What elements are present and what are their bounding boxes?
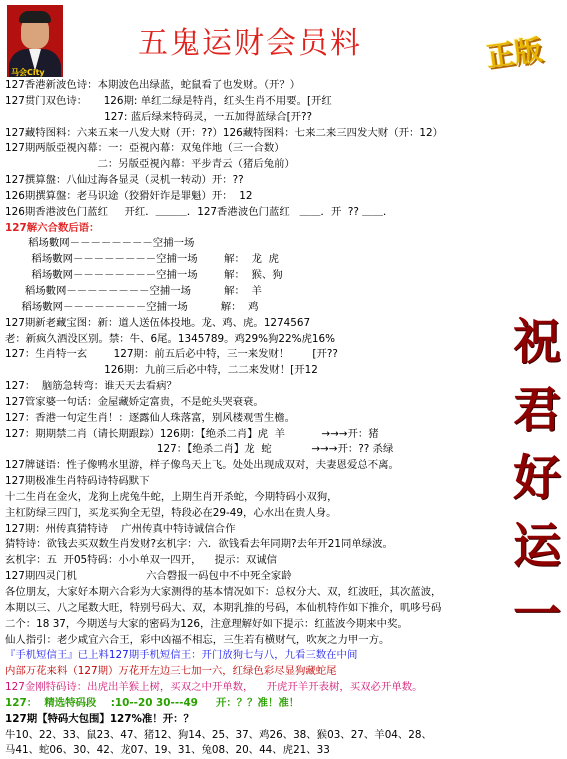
line-zodiac-mystery-127: 127：生肖特一玄 127期：前五后必中特，三一来发财！ [开?? xyxy=(5,348,338,361)
line-accurate-poem-title: 127期极准生肖特码诗特码默下 xyxy=(5,475,150,488)
side-char: 一 xyxy=(512,586,561,642)
side-blessing xyxy=(512,308,562,648)
page-title: 五鬼运财会员料 xyxy=(138,26,362,61)
line-immortal-guide: 仙人指引：老少咸宜六合王，彩中凶福不相忘，三生若有横财气，吹灰之力甲一方。 xyxy=(5,633,390,646)
line-two-color-poem-127: 127: 蓝后绿来特码灵，一五加得蓝绿合[开?? xyxy=(5,110,313,123)
line-riddle-4: 稻场數网－－－－－－－－空捕一场 解： 羊 xyxy=(5,284,262,297)
line-selected-range: 127： 精选特码段 :10--20 30---49 开：？？准！准！ xyxy=(5,696,300,709)
line-hidden-picture: 127藏特图料：六来五来一八发大财（开：??）126藏特图料：七来二来三四发大财（开：12） xyxy=(5,126,443,139)
line-fax-poem-guess: 猜特诗：欲钱去买双数生肖发财?玄机字：六．欲钱看去年同期?去年开21同单绿波。 xyxy=(5,538,393,551)
line-wave-color-door: 126期香港波色门蓝红 开红．＿＿＿．127香港波色门蓝红 ＿＿．开 ?? ＿＿． xyxy=(5,205,394,218)
line-mystery-word: 玄机字：五 开05特码：小小单双一四开， 提示：双诚信 xyxy=(5,554,278,567)
line-flower-material: 内部万花来料（127期）万花开左边三七加一六，红绿色彩尽显狗藏蛇尾 xyxy=(5,665,337,678)
portrait-photo xyxy=(7,5,63,77)
line-zodiac-mystery-126: 126期：九前三后必中特，二二来发财！[开12 xyxy=(5,364,318,377)
side-char: 君 xyxy=(512,382,561,438)
line-big-surround: 127期【特码大包围】127%准！开：？ xyxy=(5,712,194,725)
line-abacus-127: 127撰算盤：八仙过海各显灵（灵机一转动）开：?? xyxy=(5,174,244,187)
line-riddle-3: 稻场數网－－－－－－－－空捕一场 解： 猴、狗 xyxy=(5,269,283,282)
line-new-color-poem: 127香港新波色诗：本期波色出绿蓝，蛇鼠看了也发财。（开？） xyxy=(5,79,301,91)
line-hk-zodiac: 127：香港一句定生肖！：逐露仙人珠落富，别风楼观雪生檐。 xyxy=(5,411,295,424)
line-friends-3: 二个：18 37，今期送与大家的密码为126，注意理解好如下提示：红蓝波今期来中奖。 xyxy=(5,617,408,630)
line-banned-zodiac-127: 127：【绝杀二肖】龙 蛇 →→→开：?? 杀绿 xyxy=(5,443,394,456)
line-banned-zodiac-126: 127：期期禁二肖（请长期跟踪）126期：【绝杀二肖】虎 羊 →→→开：猪 xyxy=(5,427,379,440)
line-atv-insider-1: 127期两版亞視內幕：一：亞視內幕：双兔伴地（三一合数） xyxy=(5,142,285,155)
line-riddle-1: 稻场數网－－－－－－－－空捕一场 xyxy=(5,237,195,250)
line-zodiac-numbers-1: 牛10、22、33、鼠23、47、猪12、狗14、25、37、鸡26、38、猴03、27、羊04、28、 xyxy=(5,728,432,741)
line-treasure-map-new: 127期新老藏宝图：新：道人送伍体投地。龙、鸡、虎。1274567 xyxy=(5,316,311,329)
line-friends-1: 各位朋友，大家好本期六合彩为大家测得的基本情况如下：总权分大、双，红波旺，其次蓝波， xyxy=(5,586,442,598)
line-abacus-126: 126期撰算盤：老马识途（狡猾奸诈是罪魁）开： 12 xyxy=(5,189,253,202)
line-treasure-map-old: 老：新疯久酒没区别。禁：牛、6尾。1345789。鸡29%狗22%虎16% xyxy=(5,332,335,345)
line-accurate-poem-2: 主杠防绿三四门，买龙买狗全无望，特段必在29-49，心水出在贵人身。 xyxy=(5,506,337,519)
line-card-riddle: 127牌谜语：性子像鸭水里游，样子像鸟天上飞。处处出现成双对，夫妻恩爱总不离。 xyxy=(5,459,399,472)
line-riddle-2: 稻场數网－－－－－－－－空捕一场 解： 龙 虎 xyxy=(5,253,279,266)
zhengban-seal xyxy=(486,28,550,72)
line-diamond-poem: 127金刚特码诗：出虎出羊猴上树，买双之中开单数， 开虎开羊开表树，买双必开单数。 xyxy=(5,681,423,694)
side-char: 祝 xyxy=(512,314,561,370)
content-lines xyxy=(5,78,510,759)
side-char: 运 xyxy=(512,518,561,574)
line-riddle-heading: 127解六合数后语： xyxy=(5,221,100,234)
line-brain-teaser: 127： 脑筋急转弯：谁天天去看病？ xyxy=(5,380,177,393)
line-sms-king: 『手机短信王』已上料127期手机短信王：开门放狗七与八，九看三数在中间 xyxy=(5,649,358,662)
line-accurate-poem-1: 十二生肖在金火，龙狗上虎兔牛蛇，上期生肖开杀蛇，今期特码小双狗， xyxy=(5,490,338,503)
line-two-color-poem: 127贯门双色诗： 126期: 单红二绿是特肖，红头生肖不用要。[开红 xyxy=(5,94,332,107)
line-atv-insider-2: 二：另版亞視內幕：平步青云（猪后兔前） xyxy=(5,158,295,171)
seal-text: 正版 xyxy=(484,33,545,74)
line-four-spirits: 127期四灵门机 六合磬报一码包中不中死全家龄 xyxy=(5,570,292,583)
photo-caption: 马会City xyxy=(11,68,45,77)
line-housekeeper: 127管家婆一句话：金屋藏娇定富贵，不是蛇头哭衰衰。 xyxy=(5,395,264,408)
side-char: 好 xyxy=(512,450,561,506)
line-fax-poem-title: 127期：州传真猜特诗 广州传真中特诗诚信合作 xyxy=(5,522,236,535)
line-riddle-5: 稻场數网－－－－－－－－空捕一场 解： 鸡 xyxy=(5,300,259,313)
line-friends-2: 本期以三、八之尾数大旺，特别号码大、双，本期乳推的号码，本仙机特作如下推介，叽哆号码 xyxy=(5,601,442,614)
line-zodiac-numbers-2: 马41、蛇06、30、42、龙07、19、31、兔08、20、44、虎21、33 xyxy=(5,744,330,757)
